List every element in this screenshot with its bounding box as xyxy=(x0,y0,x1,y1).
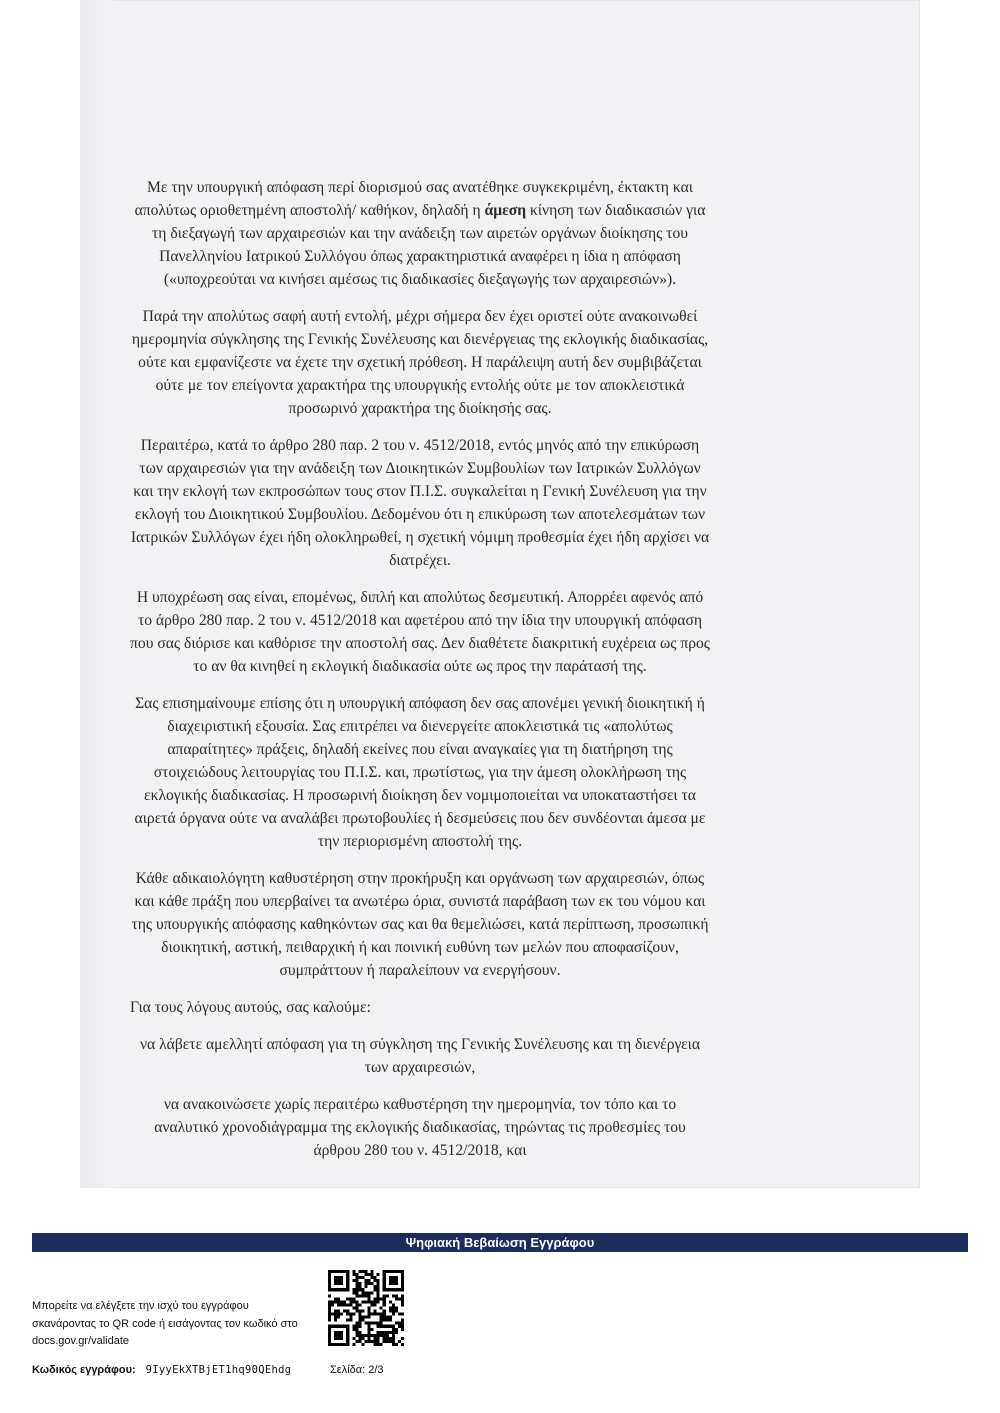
paragraph-1-start: Με την υπουργική απόφαση περί διορισμού σας ανατέθηκε συγκεκριμένη, έκτακτη και απολύτως οριοθετημένη αποστολή/ καθήκον, δηλαδή η xyxy=(134,179,693,219)
qr-code-icon[interactable] xyxy=(328,1270,404,1346)
letter-body xyxy=(130,176,710,1176)
paragraph-3: Περαιτέρω, κατά το άρθρο 280 παρ. 2 του ν. 4512/2018, εντός μηνός από την επικύρωση των αρχαιρεσιών για την ανάδειξη των Διοικητικών Συμβουλίων των Ιατρικών Συλλόγων και την εκλογή των εκπροσώπων τους στον Π.Ι.Σ. συγκαλείται η Γενική Συνέλευση για την εκλογή του Διοικητικού Συμβουλίου. Δεδομένου ότι η επικύρωση των αποτελεσμάτων των Ιατρικών Συλλόγων έχει ήδη ολοκληρωθεί, η σχετική νόμιμη προθεσμία έχει ήδη αρχίσει να διατρέχει. xyxy=(130,437,710,569)
scan-shadow-edge xyxy=(80,0,114,1188)
paragraph-1-emphasis: άμεση xyxy=(484,202,527,219)
verification-instructions: Μπορείτε να ελέγξετε την ισχύ του εγγράφου σκανάροντας το QR code ή εισάγοντας τον κωδικό στο docs.gov.gr/validate xyxy=(32,1300,298,1347)
paragraph-5: Σας επισημαίνουμε επίσης ότι η υπουργική απόφαση δεν σας απονέμει γενική διοικητική ή διαχειριστική εξουσία. Σας επιτρέπει να διενεργείτε αποκλειστικά τις «απολύτως απαραίτητες» πράξεις, δηλαδή εκείνες που είναι αναγκαίες για τη διατήρηση της στοιχειώδους λειτουργίας του Π.Ι.Σ. και, πρωτίστως, για την άμεση ολοκλήρωση της εκλογικής διαδικασίας. Η προσωρινή διοίκηση δεν νομιμοποιείται να υποκαταστήσει τα αιρετά όργανα ούτε να αναλάβει πρωτοβουλίες ή δεσμεύσεις που δεν συνδέονται άμεσα με την περιορισμένη αποστολή της. xyxy=(134,695,706,850)
page-number: Σελίδα: 2/3 xyxy=(330,1364,384,1376)
paragraph-9: να ανακοινώσετε χωρίς περαιτέρω καθυστέρηση την ημερομηνία, τον τόπο και το αναλυτικό χρονοδιάγραμμα της εκλογικής διαδικασίας, τηρώντας τις προθεσμίες του άρθρου 280 του ν. 4512/2018, και xyxy=(154,1096,686,1159)
digital-certification-banner: Ψηφιακή Βεβαίωση Εγγράφου xyxy=(32,1233,968,1252)
document-code-label: Κωδικός εγγράφου: xyxy=(32,1364,136,1376)
paragraph-6: Κάθε αδικαιολόγητη καθυστέρηση στην προκήρυξη και οργάνωση των αρχαιρεσιών, όπως και κάθε πράξη που υπερβαίνει τα ανωτέρω όρια, συνιστά παράβαση των εκ του νόμου και της υπουργικής απόφασης καθηκόντων σας και θα θεμελιώσει, κατά περίπτωση, προσωπική διοικητική, αστική, πειθαρχική ή και ποινική ευθύνη των μελών που αποφασίζουν, συμπράττουν ή παραλείπουν να ενεργήσουν. xyxy=(131,870,709,979)
document-code-value: 9IyyEkXTBjET1hq90QEhdg xyxy=(145,1364,292,1376)
paragraph-2: Παρά την απολύτως σαφή αυτή εντολή, μέχρι σήμερα δεν έχει οριστεί ούτε ανακοινωθεί ημερομηνία σύγκλησης της Γενικής Συνέλευσης και διενέργειας της εκλογικής διαδικασίας, ούτε και εμφανίζεστε να έχετε την σχετική πρόθεση. Η παράλειψη αυτή δεν συμβιβάζεται ούτε με τον επείγοντα χαρακτήρα της υπουργικής εντολής ούτε με τον αποκλειστικά προσωρινό χαρακτήρα της διοίκησής σας. xyxy=(131,308,709,417)
document-code-row xyxy=(32,1364,291,1376)
paragraph-1-end: κίνηση των διαδικασιών για τη διεξαγωγή των αρχαιρεσιών και την ανάδειξη των αιρετών οργάνων διοίκησης του Πανελληνίου Ιατρικού Συλλόγου όπως χαρακτηριστικά αναφέρει η ίδια η απόφαση («υποχρεούται να κινήσει αμέσως τις διαδικασίες διεξαγωγής των αρχαιρεσιών»). xyxy=(152,202,706,288)
paragraph-8: να λάβετε αμελλητί απόφαση για τη σύγκληση της Γενικής Συνέλευσης και τη διενέργεια των αρχαιρεσιών, xyxy=(139,1036,701,1076)
paragraph-1 xyxy=(130,176,710,291)
paragraph-4: Η υποχρέωση σας είναι, επομένως, διπλή και απολύτως δεσμευτική. Απορρέει αφενός από το άρθρο 280 παρ. 2 του ν. 4512/2018 και αφετέρου από την ίδια την υπουργική απόφαση που σας διόρισε και καθόρισε την αποστολή σας. Δεν διαθέτετε διακριτική ευχέρεια ως προς το αν θα κινηθεί η εκλογική διαδικασία ούτε ως προς την παράτασή της. xyxy=(130,589,710,675)
paragraph-7: Για τους λόγους αυτούς, σας καλούμε: xyxy=(130,999,371,1016)
